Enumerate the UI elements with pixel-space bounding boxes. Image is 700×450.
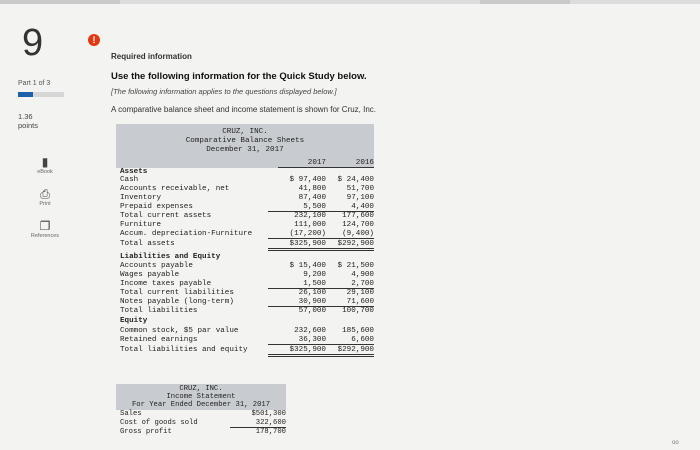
value-2017: 9,200 bbox=[303, 271, 326, 279]
row-label: Retained earnings bbox=[120, 336, 198, 344]
row-label: Total liabilities bbox=[120, 307, 198, 315]
value-2017: 87,400 bbox=[298, 194, 326, 202]
row-label: Accounts payable bbox=[120, 262, 193, 270]
row-label: Accounts receivable, net bbox=[120, 185, 230, 193]
corner-mark: oo bbox=[672, 440, 679, 446]
row-label: Total liabilities and equity bbox=[120, 346, 248, 354]
row-label: Accum. depreciation-Furniture bbox=[120, 230, 253, 238]
value-2016: 4,900 bbox=[351, 271, 374, 279]
sidebar-item-label: References bbox=[30, 233, 60, 239]
value-2017: 232,100 bbox=[294, 212, 326, 220]
table-row bbox=[120, 280, 374, 289]
table-row bbox=[120, 176, 374, 185]
table-row bbox=[120, 194, 374, 203]
row-label: Liabilities and Equity bbox=[120, 253, 221, 261]
table-row bbox=[120, 307, 374, 316]
sidebar-item-ebook[interactable] bbox=[0, 156, 90, 175]
points-label: points bbox=[18, 121, 39, 130]
row-label: Sales bbox=[120, 410, 142, 418]
row-label: Assets bbox=[120, 168, 148, 176]
instruction-text: Use the following information for the Quick Study below. bbox=[111, 71, 367, 82]
balance-sheet-subtitle: Comparative Balance Sheets bbox=[185, 137, 305, 145]
sidebar-item-print[interactable] bbox=[0, 188, 90, 207]
table-row bbox=[120, 298, 374, 307]
row-label: Prepaid expenses bbox=[120, 203, 193, 211]
question-number: 9 bbox=[22, 22, 44, 64]
row-label: Inventory bbox=[120, 194, 162, 202]
table-row bbox=[120, 253, 374, 262]
year-header: 2016 bbox=[326, 159, 374, 168]
value-2016: 29,100 bbox=[346, 289, 374, 297]
value-2016: 177,600 bbox=[342, 212, 374, 220]
income-statement-period: For Year Ended December 31, 2017 bbox=[131, 401, 271, 409]
progress-segment bbox=[480, 0, 570, 4]
row-value: 322,600 bbox=[230, 419, 286, 428]
top-progress-bar bbox=[0, 0, 700, 4]
value-2017: 232,600 bbox=[294, 327, 326, 335]
progress-segment bbox=[0, 0, 120, 4]
part-progress-fill bbox=[18, 92, 33, 97]
table-row bbox=[120, 428, 286, 437]
table-row bbox=[120, 203, 374, 212]
value-2016: $292,900 bbox=[324, 240, 374, 251]
comparative-text: A comparative balance sheet and income statement is shown for Cruz, Inc. bbox=[111, 105, 377, 114]
sidebar-item-label: Print bbox=[39, 201, 51, 207]
value-2017: $325,900 bbox=[268, 346, 326, 357]
row-label: Total assets bbox=[120, 240, 175, 248]
row-label: Total current assets bbox=[120, 212, 212, 220]
sidebar-item-label: eBook bbox=[37, 169, 53, 175]
value-2017: 36,300 bbox=[268, 336, 326, 345]
value-2016: $292,900 bbox=[324, 346, 374, 357]
row-label: Gross profit bbox=[120, 428, 172, 436]
income-statement-title: CRUZ, INC. bbox=[179, 385, 223, 393]
printer-icon: ⎙ bbox=[40, 187, 50, 201]
value-2017: 57,000 bbox=[298, 307, 326, 315]
table-row bbox=[120, 327, 374, 336]
row-label: Income taxes payable bbox=[120, 280, 212, 288]
table-row bbox=[120, 212, 374, 221]
value-2017: 41,800 bbox=[298, 185, 326, 193]
row-label: Furniture bbox=[120, 221, 162, 229]
value-2016: 97,100 bbox=[346, 194, 374, 202]
table-row bbox=[120, 262, 374, 271]
year-header: 2017 bbox=[278, 159, 326, 168]
table-row bbox=[120, 271, 374, 280]
value-2016: 4,400 bbox=[324, 203, 374, 212]
sidebar-item-references[interactable] bbox=[0, 220, 90, 239]
value-2016: 2,700 bbox=[324, 280, 374, 289]
balance-sheet-title: CRUZ, INC. bbox=[222, 128, 268, 136]
row-label: Cost of goods sold bbox=[120, 419, 198, 427]
table-row bbox=[120, 419, 286, 428]
value-2016: 51,700 bbox=[346, 185, 374, 193]
value-2016: (9,400) bbox=[324, 230, 374, 239]
book-icon: ▮ bbox=[41, 155, 49, 169]
row-value: $501,300 bbox=[251, 410, 286, 418]
table-row bbox=[120, 346, 374, 355]
row-label: Equity bbox=[120, 317, 148, 325]
value-2017: 5,500 bbox=[268, 203, 326, 212]
value-2017: 26,100 bbox=[298, 289, 326, 297]
row-label: Wages payable bbox=[120, 271, 180, 279]
value-2016: 124,700 bbox=[342, 221, 374, 229]
income-statement bbox=[116, 384, 286, 450]
table-row bbox=[120, 240, 374, 249]
points-display bbox=[18, 112, 38, 130]
value-2017: $325,900 bbox=[268, 240, 326, 251]
value-2016: 185,600 bbox=[342, 327, 374, 335]
table-row bbox=[120, 410, 286, 419]
value-2016: 71,600 bbox=[324, 298, 374, 307]
part-indicator: Part 1 of 3 bbox=[18, 80, 51, 87]
balance-sheet-date: December 31, 2017 bbox=[206, 146, 284, 154]
value-2017: 1,500 bbox=[268, 280, 326, 289]
value-2017: $ 97,400 bbox=[289, 176, 326, 184]
part-progress-bar bbox=[18, 92, 64, 97]
value-2016: $ 21,500 bbox=[337, 262, 374, 270]
table-row bbox=[120, 289, 374, 298]
table-row bbox=[120, 185, 374, 194]
row-value: 178,700 bbox=[255, 428, 286, 436]
references-icon: ❐ bbox=[39, 219, 51, 233]
value-2017: 30,900 bbox=[268, 298, 326, 307]
alert-badge: ! bbox=[88, 34, 100, 46]
value-2016: 6,600 bbox=[324, 336, 374, 345]
required-info-heading: Required information bbox=[111, 52, 192, 61]
income-statement-subtitle: Income Statement bbox=[166, 393, 236, 401]
note-text: [The following information applies to the questions displayed below.] bbox=[111, 87, 337, 96]
table-row bbox=[120, 230, 374, 239]
value-2017: 111,000 bbox=[294, 221, 326, 229]
value-2016: $ 24,400 bbox=[337, 176, 374, 184]
value-2016: 100,700 bbox=[342, 307, 374, 315]
row-label: Total current liabilities bbox=[120, 289, 234, 297]
table-row bbox=[120, 336, 374, 345]
table-row bbox=[120, 317, 374, 326]
table-row bbox=[120, 221, 374, 230]
row-label: Cash bbox=[120, 176, 139, 184]
row-label: Notes payable (long-term) bbox=[120, 298, 234, 306]
value-2017: (17,200) bbox=[268, 230, 326, 239]
balance-sheet bbox=[116, 124, 374, 364]
row-label: Common stock, $5 par value bbox=[120, 327, 239, 335]
value-2017: $ 15,400 bbox=[289, 262, 326, 270]
points-value: 1.36 bbox=[18, 112, 33, 121]
